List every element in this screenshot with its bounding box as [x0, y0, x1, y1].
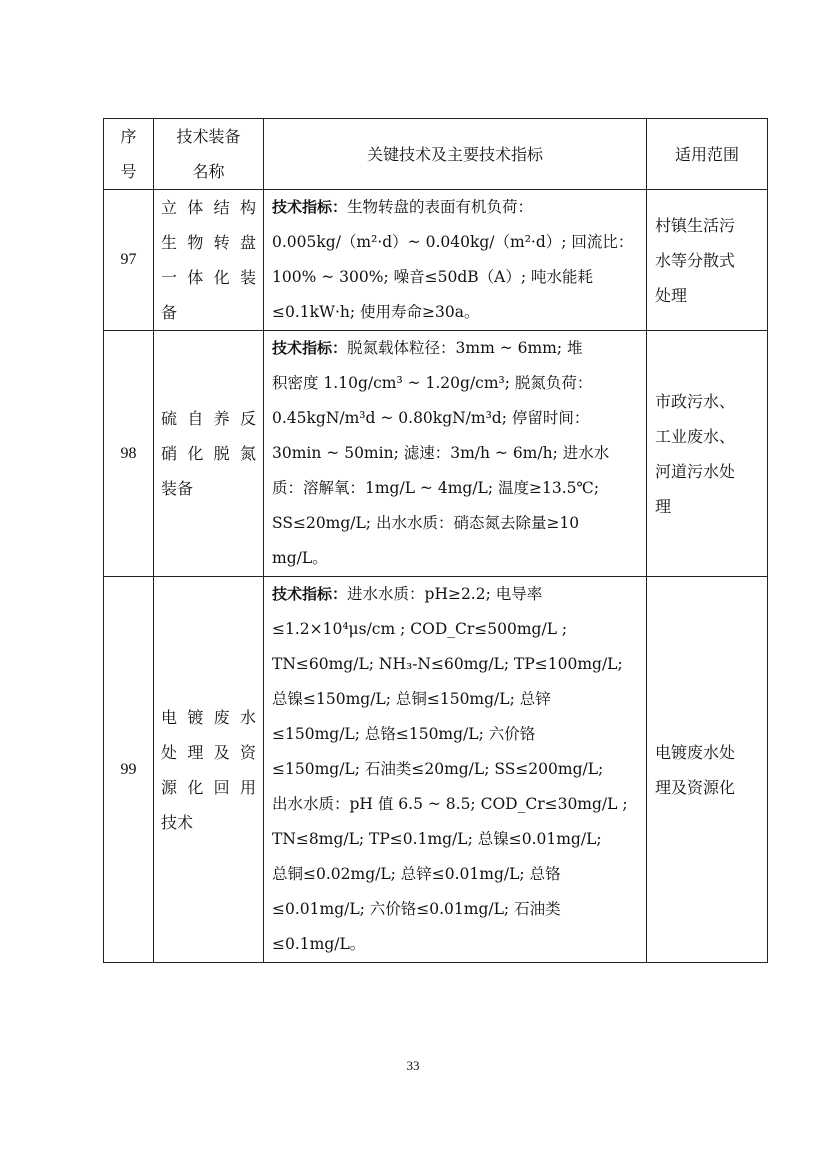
row-scope: 市政污水、 工业废水、 河道污水处 理 [647, 331, 768, 577]
tech-line: TN≤8mg/L; TP≤0.1mg/L; 总镍≤0.01mg/L; [272, 830, 602, 848]
tech-label: 技术指标： [272, 198, 348, 216]
table-header-row [104, 119, 768, 190]
row-name: 电镀废水 处理及资 源化回用 技术 [154, 577, 264, 963]
tech-line: 总铜≤0.02mg/L; 总锌≤0.01mg/L; 总铬 [272, 865, 561, 883]
tech-line: ≤150mg/L; 总铬≤150mg/L; 六价铬 [272, 725, 536, 743]
tech-line: SS≤20mg/L; 出水水质：硝态氮去除量≥10 [272, 514, 580, 532]
tech-line: 生物转盘的表面有机负荷： [347, 198, 534, 216]
tech-label: 技术指标： [272, 585, 348, 603]
row-scope: 村镇生活污 水等分散式 处理 [647, 190, 768, 331]
tech-table [103, 118, 768, 963]
tech-line: ≤0.1kW·h; 使用寿命≥30a。 [272, 303, 480, 321]
row-tech [264, 577, 647, 963]
row-index: 97 [104, 190, 154, 331]
tech-line: 脱氮载体粒径：3mm ~ 6mm; 堆 [347, 339, 583, 357]
header-name: 技术装备 名称 [154, 119, 264, 190]
tech-line: ≤0.01mg/L; 六价铬≤0.01mg/L; 石油类 [272, 900, 561, 918]
row-tech [264, 331, 647, 577]
tech-line: 质：溶解氧：1mg/L ~ 4mg/L; 温度≥13.5℃; [272, 479, 600, 497]
row-scope: 电镀废水处 理及资源化 [647, 577, 768, 963]
tech-line: 总镍≤150mg/L; 总铜≤150mg/L; 总锌 [272, 690, 551, 708]
tech-line: ≤1.2×10⁴μs/cm ; COD_Cr≤500mg/L ; [272, 620, 568, 638]
tech-line: mg/L。 [272, 549, 328, 567]
tech-line: 进水水质：pH≥2.2; 电导率 [347, 585, 543, 603]
tech-line: ≤150mg/L; 石油类≤20mg/L; SS≤200mg/L; [272, 760, 604, 778]
table-row [104, 577, 768, 963]
tech-line: ≤0.1mg/L。 [272, 935, 366, 953]
tech-line: 100% ~ 300%; 噪音≤50dB（A）; 吨水能耗 [272, 268, 593, 286]
header-index: 序 号 [104, 119, 154, 190]
row-tech [264, 190, 647, 331]
page-number: 33 [406, 1058, 420, 1073]
tech-line: 0.45kgN/m³d ~ 0.80kgN/m³d; 停留时间： [272, 409, 590, 427]
row-index: 99 [104, 577, 154, 963]
row-name: 硫自养反 硝化脱氮 装备 [154, 331, 264, 577]
tech-line: TN≤60mg/L; NH₃-N≤60mg/L; TP≤100mg/L; [272, 655, 623, 673]
table-row [104, 190, 768, 331]
header-scope: 适用范围 [647, 119, 768, 190]
row-name: 立体结构 生物转盘 一体化装 备 [154, 190, 264, 331]
tech-line: 30min ~ 50min; 滤速：3m/h ~ 6m/h; 进水水 [272, 444, 610, 462]
tech-line: 0.005kg/（m²·d）~ 0.040kg/（m²·d）; 回流比： [272, 233, 634, 251]
header-tech: 关键技术及主要技术指标 [264, 119, 647, 190]
tech-line: 积密度 1.10g/cm³ ~ 1.20g/cm³; 脱氮负荷： [272, 374, 593, 392]
tech-label: 技术指标： [272, 339, 348, 357]
table-row [104, 331, 768, 577]
row-index: 98 [104, 331, 154, 577]
tech-line: 出水水质：pH 值 6.5 ~ 8.5; COD_Cr≤30mg/L ; [272, 795, 628, 813]
